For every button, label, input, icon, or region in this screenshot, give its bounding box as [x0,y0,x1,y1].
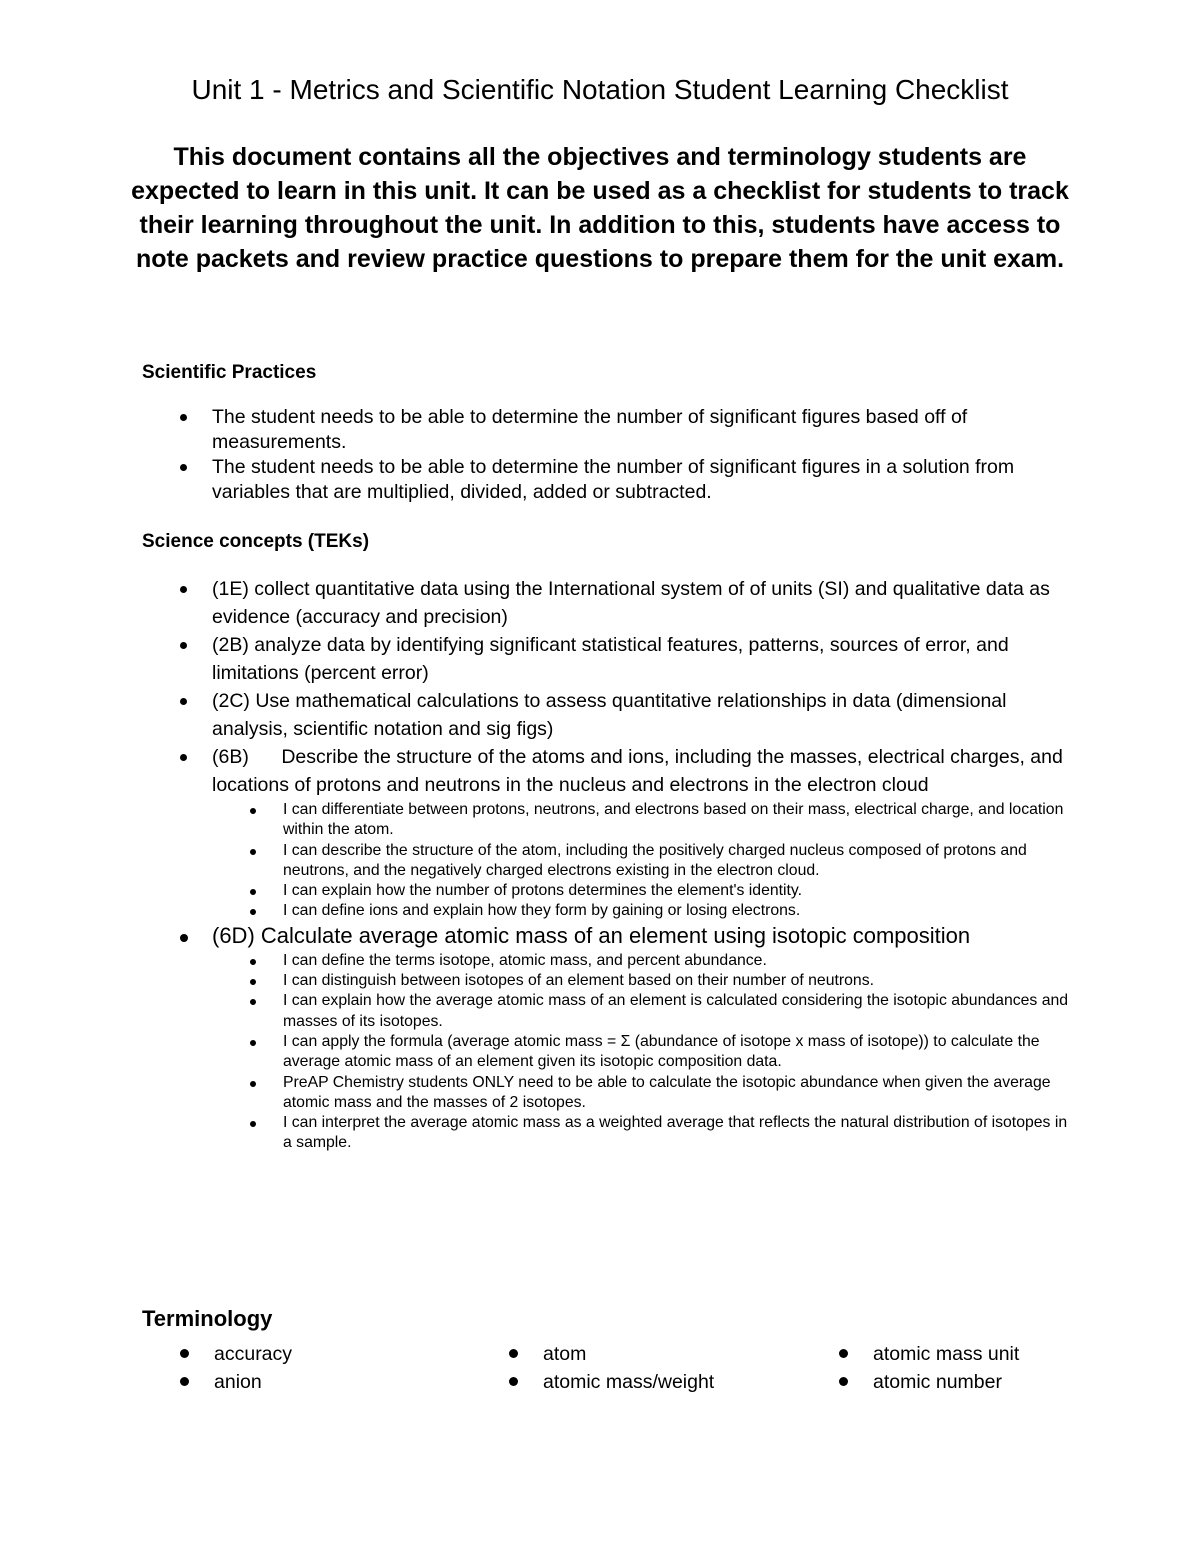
list-item [178,631,1078,687]
sub-list-item [249,800,1078,841]
bullet-icon [250,849,256,855]
list-item [178,405,1078,454]
bullet-icon [250,979,256,985]
term-text: accuracy [214,1343,293,1365]
bullet-icon [250,909,256,915]
sub-list-item-text: I can explain how the number of protons determines the element's identity. [283,882,803,900]
sub-list-item [249,1113,1078,1154]
sub-list-item [249,951,1078,971]
list-item-text: (2B) analyze data by identifying significant statistical features, patterns, sources of error, and limitations (percent error) [212,634,1009,684]
bullet-icon [250,1040,256,1046]
list-item [178,687,1078,743]
bullet-icon [180,754,187,761]
list-item [178,743,1078,922]
terminology-heading: Terminology [142,1306,273,1331]
term-text: atomic mass unit [873,1343,1020,1365]
term-text: atom [543,1343,587,1365]
sub-list-item-text: I can differentiate between protons, neutrons, and electrons based on their mass, electrical charge, and location within the atom. [283,801,1064,839]
scientific-practices-heading: Scientific Practices [142,362,317,383]
term-text: atomic mass/weight [543,1371,715,1393]
science-concepts-list [178,575,1078,1154]
list-item [178,455,1078,504]
term-item [837,1368,1137,1396]
term-item [507,1368,807,1396]
science-concepts-heading: Science concepts (TEKs) [142,531,370,552]
terminology-column [837,1340,1137,1396]
list-item-text: The student needs to be able to determine the number of significant figures in a solution from variables that are multiplied, divided, added or subtracted. [212,456,1015,503]
bullet-icon [509,1349,518,1358]
intro-paragraph: This document contains all the objectives and terminology students are expected to learn in this unit. It can be used as a checklist for students to track their learning throughout the unit. In addition to this, students have access to note packets and review practice questions to prepare them for the unit exam. [131,143,1069,273]
sub-list [249,800,1078,922]
sub-list-item [249,991,1078,1032]
list-item-text: (6D) Calculate average atomic mass of an element using isotopic composition [212,922,971,948]
sub-list-item-text: I can define ions and explain how they form by gaining or losing electrons. [283,902,801,920]
sub-list-item [249,971,1078,991]
bullet-icon [250,999,256,1005]
term-item [178,1368,478,1396]
bullet-icon [839,1377,848,1386]
term-item [178,1340,478,1368]
bullet-icon [180,464,187,471]
bullet-icon [250,959,256,965]
bullet-icon [509,1377,518,1386]
term-item [837,1340,1137,1368]
bullet-icon [250,889,256,895]
bullet-icon [180,414,187,421]
sub-list-item [249,841,1078,882]
sub-list-item [249,881,1078,901]
sub-list-item-text: I can define the terms isotope, atomic mass, and percent abundance. [283,951,767,969]
terminology-column [507,1340,807,1396]
bullet-icon [839,1349,848,1358]
term-text: anion [214,1371,262,1393]
bullet-icon [180,698,187,705]
list-item [178,922,1078,1154]
list-item-text: (1E) collect quantitative data using the International system of of units (SI) and qualitative data as evidence (accuracy and precision) [212,578,1050,628]
bullet-icon [180,1377,189,1386]
list-item-text: The student needs to be able to determine the number of significant figures based off of measurements. [212,406,968,453]
sub-list-item [249,1073,1078,1114]
sub-list-item-text: PreAP Chemistry students ONLY need to be able to calculate the isotopic abundance when given the average atomic mass and the masses of 2 isotopes. [283,1073,1051,1111]
bullet-icon [180,586,187,593]
term-item [507,1340,807,1368]
bullet-icon [180,1349,189,1358]
bullet-icon [180,642,187,649]
bullet-icon [250,808,256,814]
bullet-icon [250,1121,256,1127]
sub-list-item-text: I can describe the structure of the atom, including the positively charged nucleus composed of protons and neutrons, and the negatively charged electrons existing in the electron cloud. [283,841,1027,879]
bullet-icon [250,1081,256,1087]
terminology-column [178,1340,478,1396]
list-item-text: (2C) Use mathematical calculations to assess quantitative relationships in data (dimensional analysis, scientific notation and sig figs) [212,690,1007,740]
sub-list-item-text: I can distinguish between isotopes of an element based on their number of neutrons. [283,972,875,990]
scientific-practices-list [178,405,1078,505]
bullet-icon [180,934,188,942]
term-text: atomic number [873,1371,1002,1393]
sub-list-item-text: I can explain how the average atomic mass of an element is calculated considering the isotopic abundances and masses of its isotopes. [283,992,1069,1030]
page-title: Unit 1 - Metrics and Scientific Notation Student Learning Checklist [191,74,1009,105]
list-item [178,575,1078,631]
sub-list-item [249,901,1078,921]
sub-list-item [249,1032,1078,1073]
sub-list-item-text: I can apply the formula (average atomic mass = Σ (abundance of isotope x mass of isotope)) to calculate the average atomic mass of an element given its isotopic composition data. [283,1032,1040,1071]
sub-list-item-text: I can interpret the average atomic mass as a weighted average that reflects the natural distribution of isotopes in a sample. [283,1114,1068,1152]
sub-list [249,951,1078,1154]
list-item-text: (6B) Describe the structure of the atoms and ions, including the masses, electrical charges, and locations of protons and neutrons in the nucleus and electrons in the electron cloud [212,746,1063,796]
